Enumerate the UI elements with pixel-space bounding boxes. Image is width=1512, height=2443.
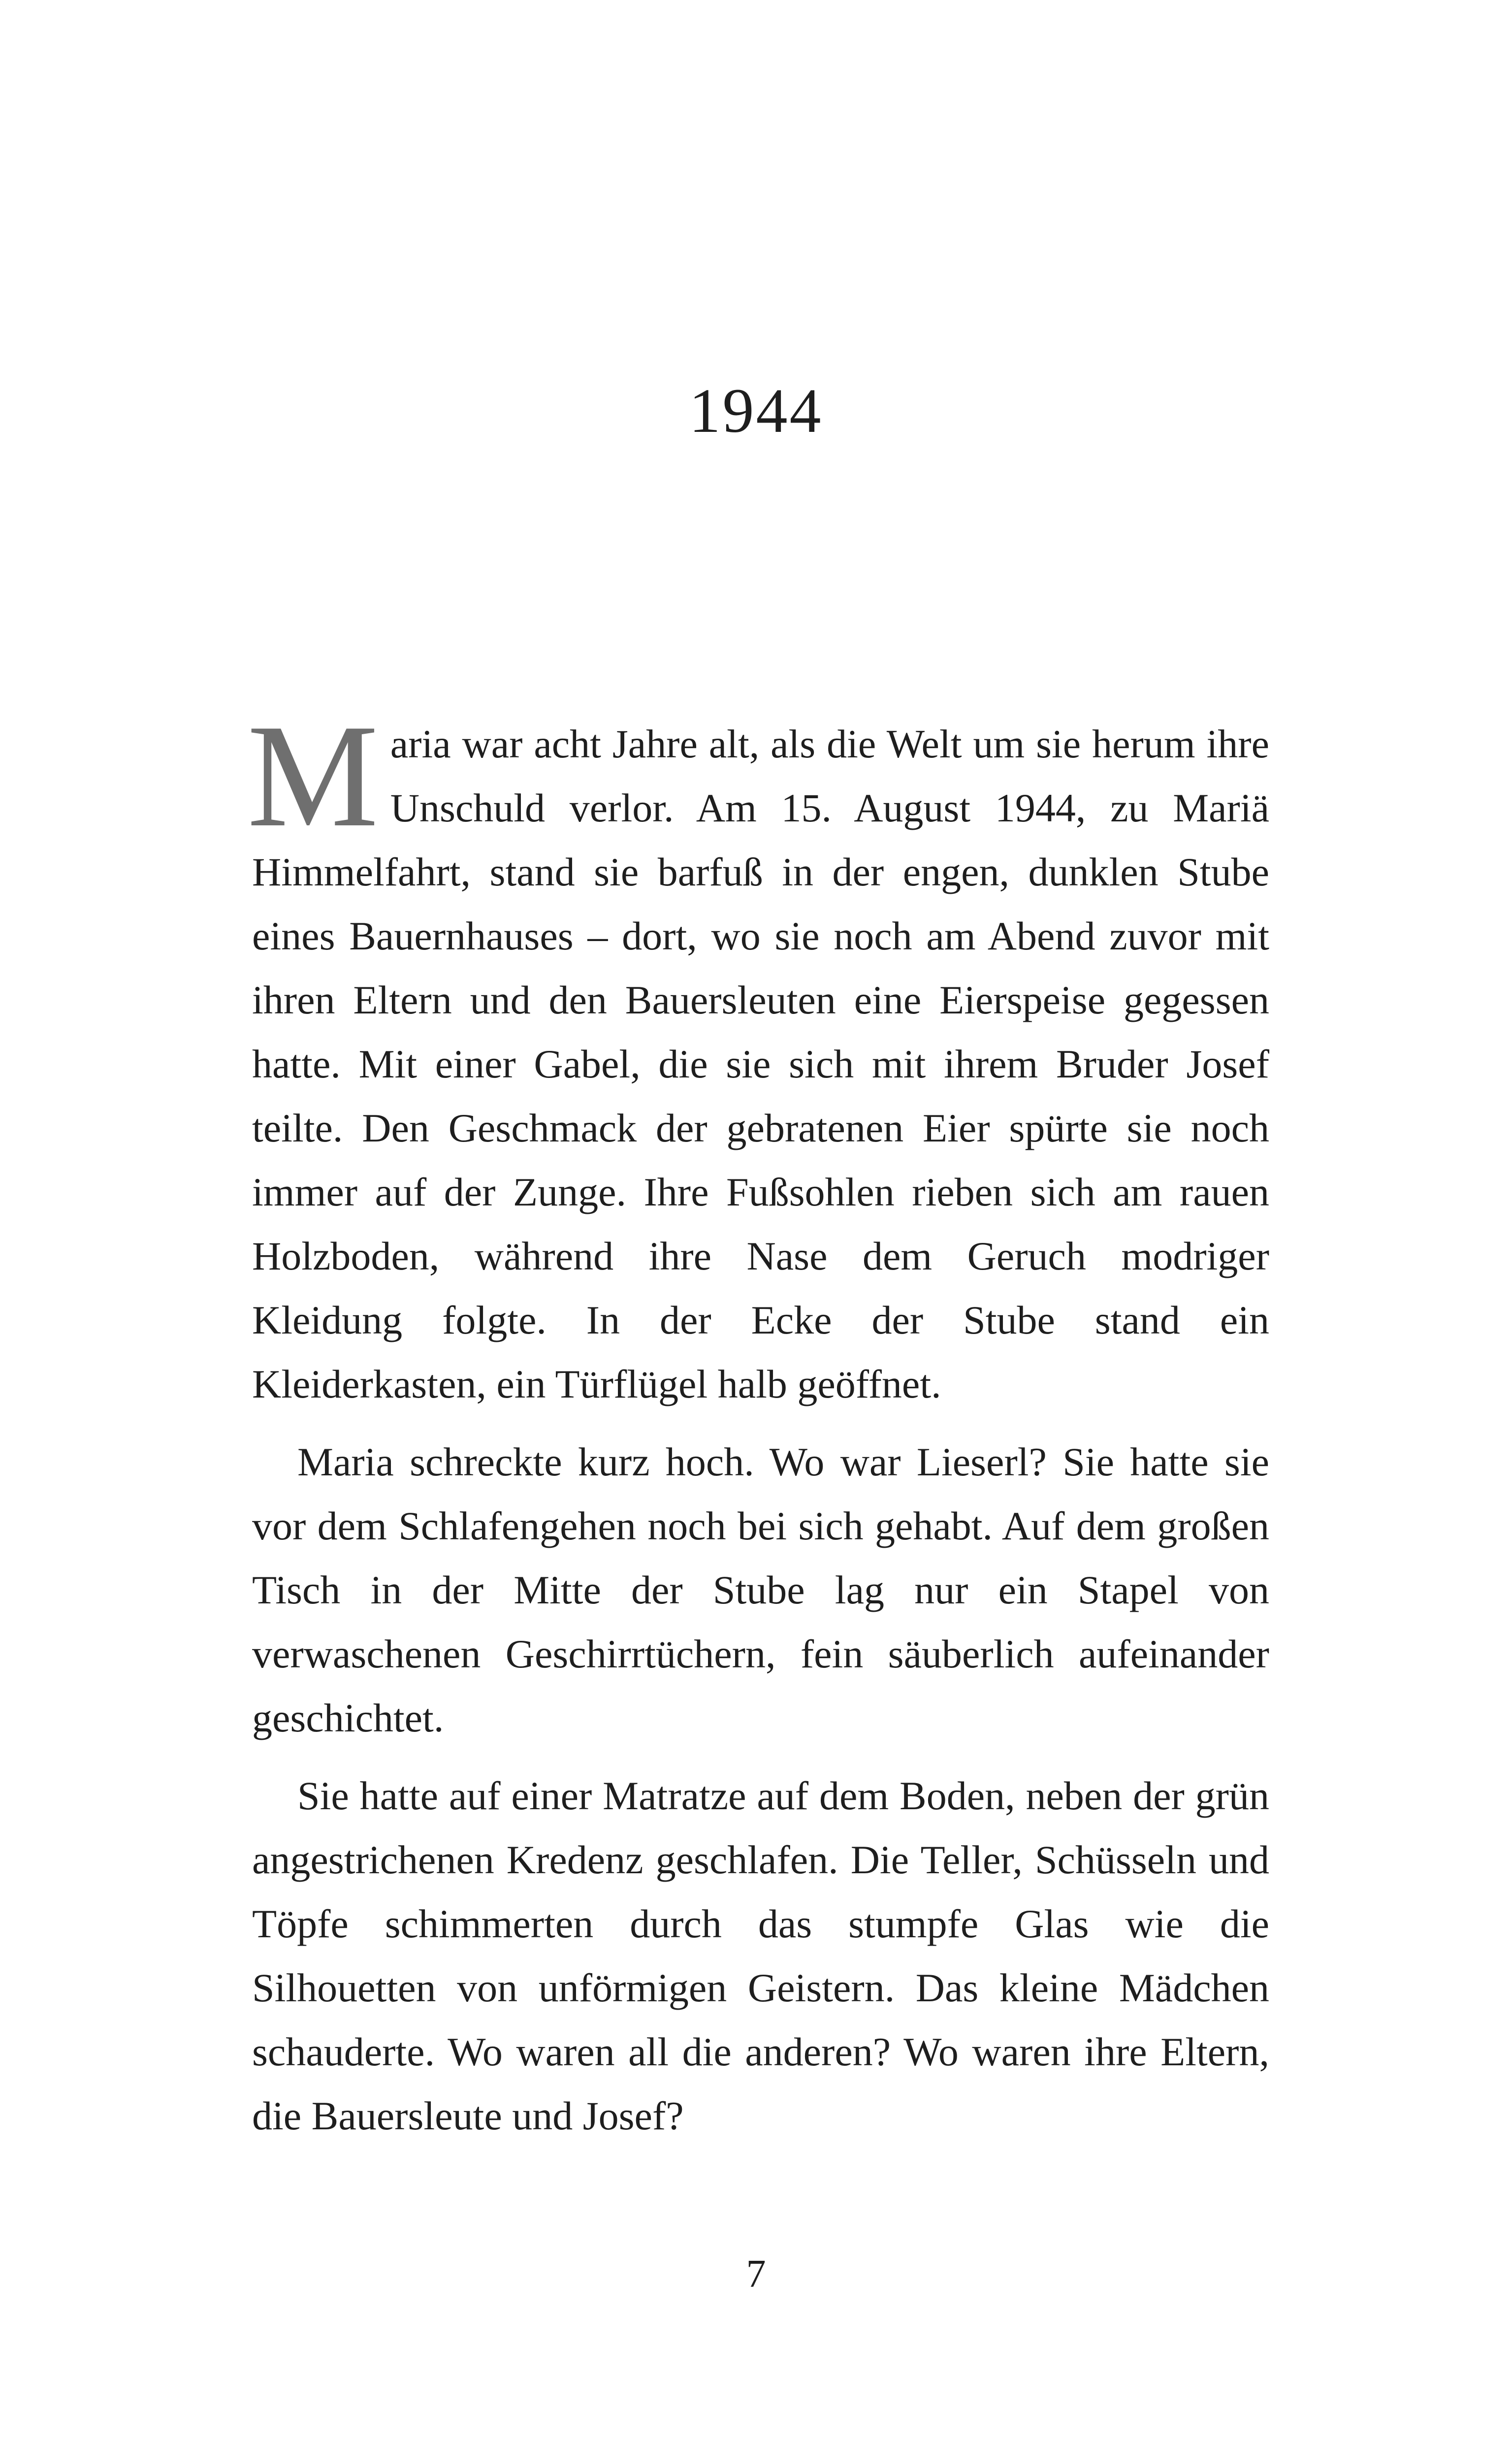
body-text [247, 694, 1269, 2148]
drop-cap: M [247, 694, 379, 857]
paragraph-1-text: aria war acht Jahre alt, als die Welt um sie herum ihre Unschuld verlor. Am 15. August 1944, zu Mariä Himmelfahrt, stand sie barfuß in der engen, dunklen Stube eines Bauernhauses – dort, wo sie noch am Abend zuvor mit ihren Eltern und den Bauersleuten eine Eierspeise gegessen hatte. Mit einer Gabel, die sie sich mit ihrem Bruder Josef teilte. Den Geschmack der gebratenen Eier spürte sie noch immer auf der Zunge. Ihre Fußsohlen rieben sich am rauen Holzboden, während ihre Nase dem Geruch modriger Kleidung folgte. In der Ecke der Stube stand ein Kleiderkasten, ein Türflügel halb geöffnet. [252, 721, 1269, 1406]
paragraph-2: Maria schreckte kurz hoch. Wo war Lieserl? Sie hatte sie vor dem Schlafengehen noch bei sich gehabt. Auf dem großen Tisch in der Mitte der Stube lag nur ein Stapel von verwaschenen Geschirrtüchern, fein säuberlich aufeinander geschichtet. [252, 1439, 1269, 1740]
chapter-title: 1944 [689, 376, 823, 446]
paragraph-3: Sie hatte auf einer Matratze auf dem Boden, neben der grün angestrichenen Kredenz geschlafen. Die Teller, Schüsseln und Töpfe schimmerten durch das stumpfe Glas wie die Silhouetten von unförmigen Geistern. Das kleine Mädchen schauderte. Wo waren all die anderen? Wo waren ihre Eltern, die Bauersleute und Josef? [252, 1773, 1269, 2138]
page-number: 7 [746, 2252, 766, 2296]
paragraph-1 [247, 694, 1269, 1416]
